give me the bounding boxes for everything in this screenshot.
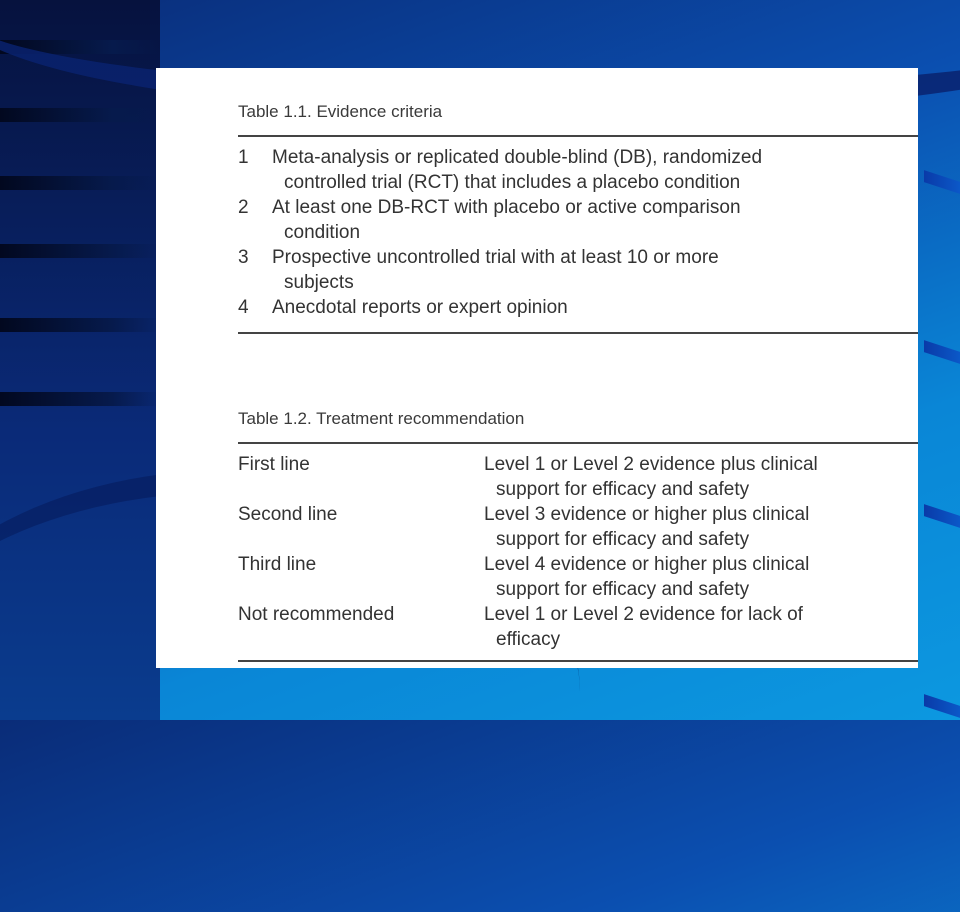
recommendation-text-line: Level 4 evidence or higher plus clinical [484, 554, 810, 575]
evidence-description [272, 295, 918, 320]
recommendation-description [484, 552, 918, 602]
evidence-text-line: At least one DB-RCT with placebo or active comparison [272, 197, 741, 218]
background-accent [924, 694, 960, 718]
background-accent [924, 170, 960, 194]
background-stripe [0, 108, 160, 122]
evidence-text-line: Anecdotal reports or expert opinion [272, 297, 568, 318]
recommendation-line: First line [238, 454, 310, 475]
recommendation-line: Not recommended [238, 604, 395, 625]
evidence-text-line: condition [284, 222, 361, 243]
table2-caption: Table 1.2. Treatment recommendation [238, 409, 525, 428]
evidence-level: 1 [238, 147, 249, 168]
table-row [238, 295, 918, 320]
slide-content-panel [156, 68, 918, 668]
table1-bottom-rule [238, 332, 918, 334]
table2-top-rule [238, 442, 918, 444]
background-stripe [0, 176, 160, 190]
table-row [238, 245, 918, 295]
evidence-level: 3 [238, 247, 249, 268]
evidence-description [272, 145, 918, 195]
background-stripe [0, 318, 160, 332]
recommendation-text-line: Level 1 or Level 2 evidence plus clinical [484, 454, 818, 475]
recommendation-text-line: support for efficacy and safety [496, 579, 750, 600]
recommendation-text-line: efficacy [496, 629, 561, 650]
table-row [238, 195, 918, 245]
table-row [238, 452, 918, 502]
background-accent [924, 340, 960, 364]
table-row [238, 145, 918, 195]
recommendation-line: Third line [238, 554, 317, 575]
recommendation-text-line: Level 3 evidence or higher plus clinical [484, 504, 810, 525]
evidence-level: 2 [238, 197, 249, 218]
recommendation-description [484, 602, 918, 652]
table-row [238, 602, 918, 652]
table-row [238, 552, 918, 602]
table-row [238, 502, 918, 552]
tables-document [238, 101, 918, 662]
evidence-description [272, 245, 918, 295]
table2-bottom-rule [238, 660, 918, 662]
recommendation-text-line: support for efficacy and safety [496, 529, 750, 550]
evidence-description [272, 195, 918, 245]
recommendation-description [484, 452, 918, 502]
recommendation-description [484, 502, 918, 552]
evidence-level: 4 [238, 297, 249, 318]
table1-caption: Table 1.1. Evidence criteria [238, 102, 443, 121]
evidence-text-line: Prospective uncontrolled trial with at least 10 or more [272, 247, 719, 268]
background-stripe [0, 244, 160, 258]
background-accent [924, 504, 960, 528]
recommendation-text-line: Level 1 or Level 2 evidence for lack of [484, 604, 803, 625]
table1-top-rule [238, 135, 918, 137]
recommendation-line: Second line [238, 504, 338, 525]
treatment-recommendation-table [238, 452, 918, 652]
background-stripe [0, 392, 160, 406]
evidence-text-line: subjects [284, 272, 354, 293]
evidence-text-line: controlled trial (RCT) that includes a placebo condition [284, 172, 741, 193]
evidence-criteria-table [238, 145, 918, 320]
recommendation-text-line: support for efficacy and safety [496, 479, 750, 500]
evidence-text-line: Meta-analysis or replicated double-blind (DB), randomized [272, 147, 763, 168]
